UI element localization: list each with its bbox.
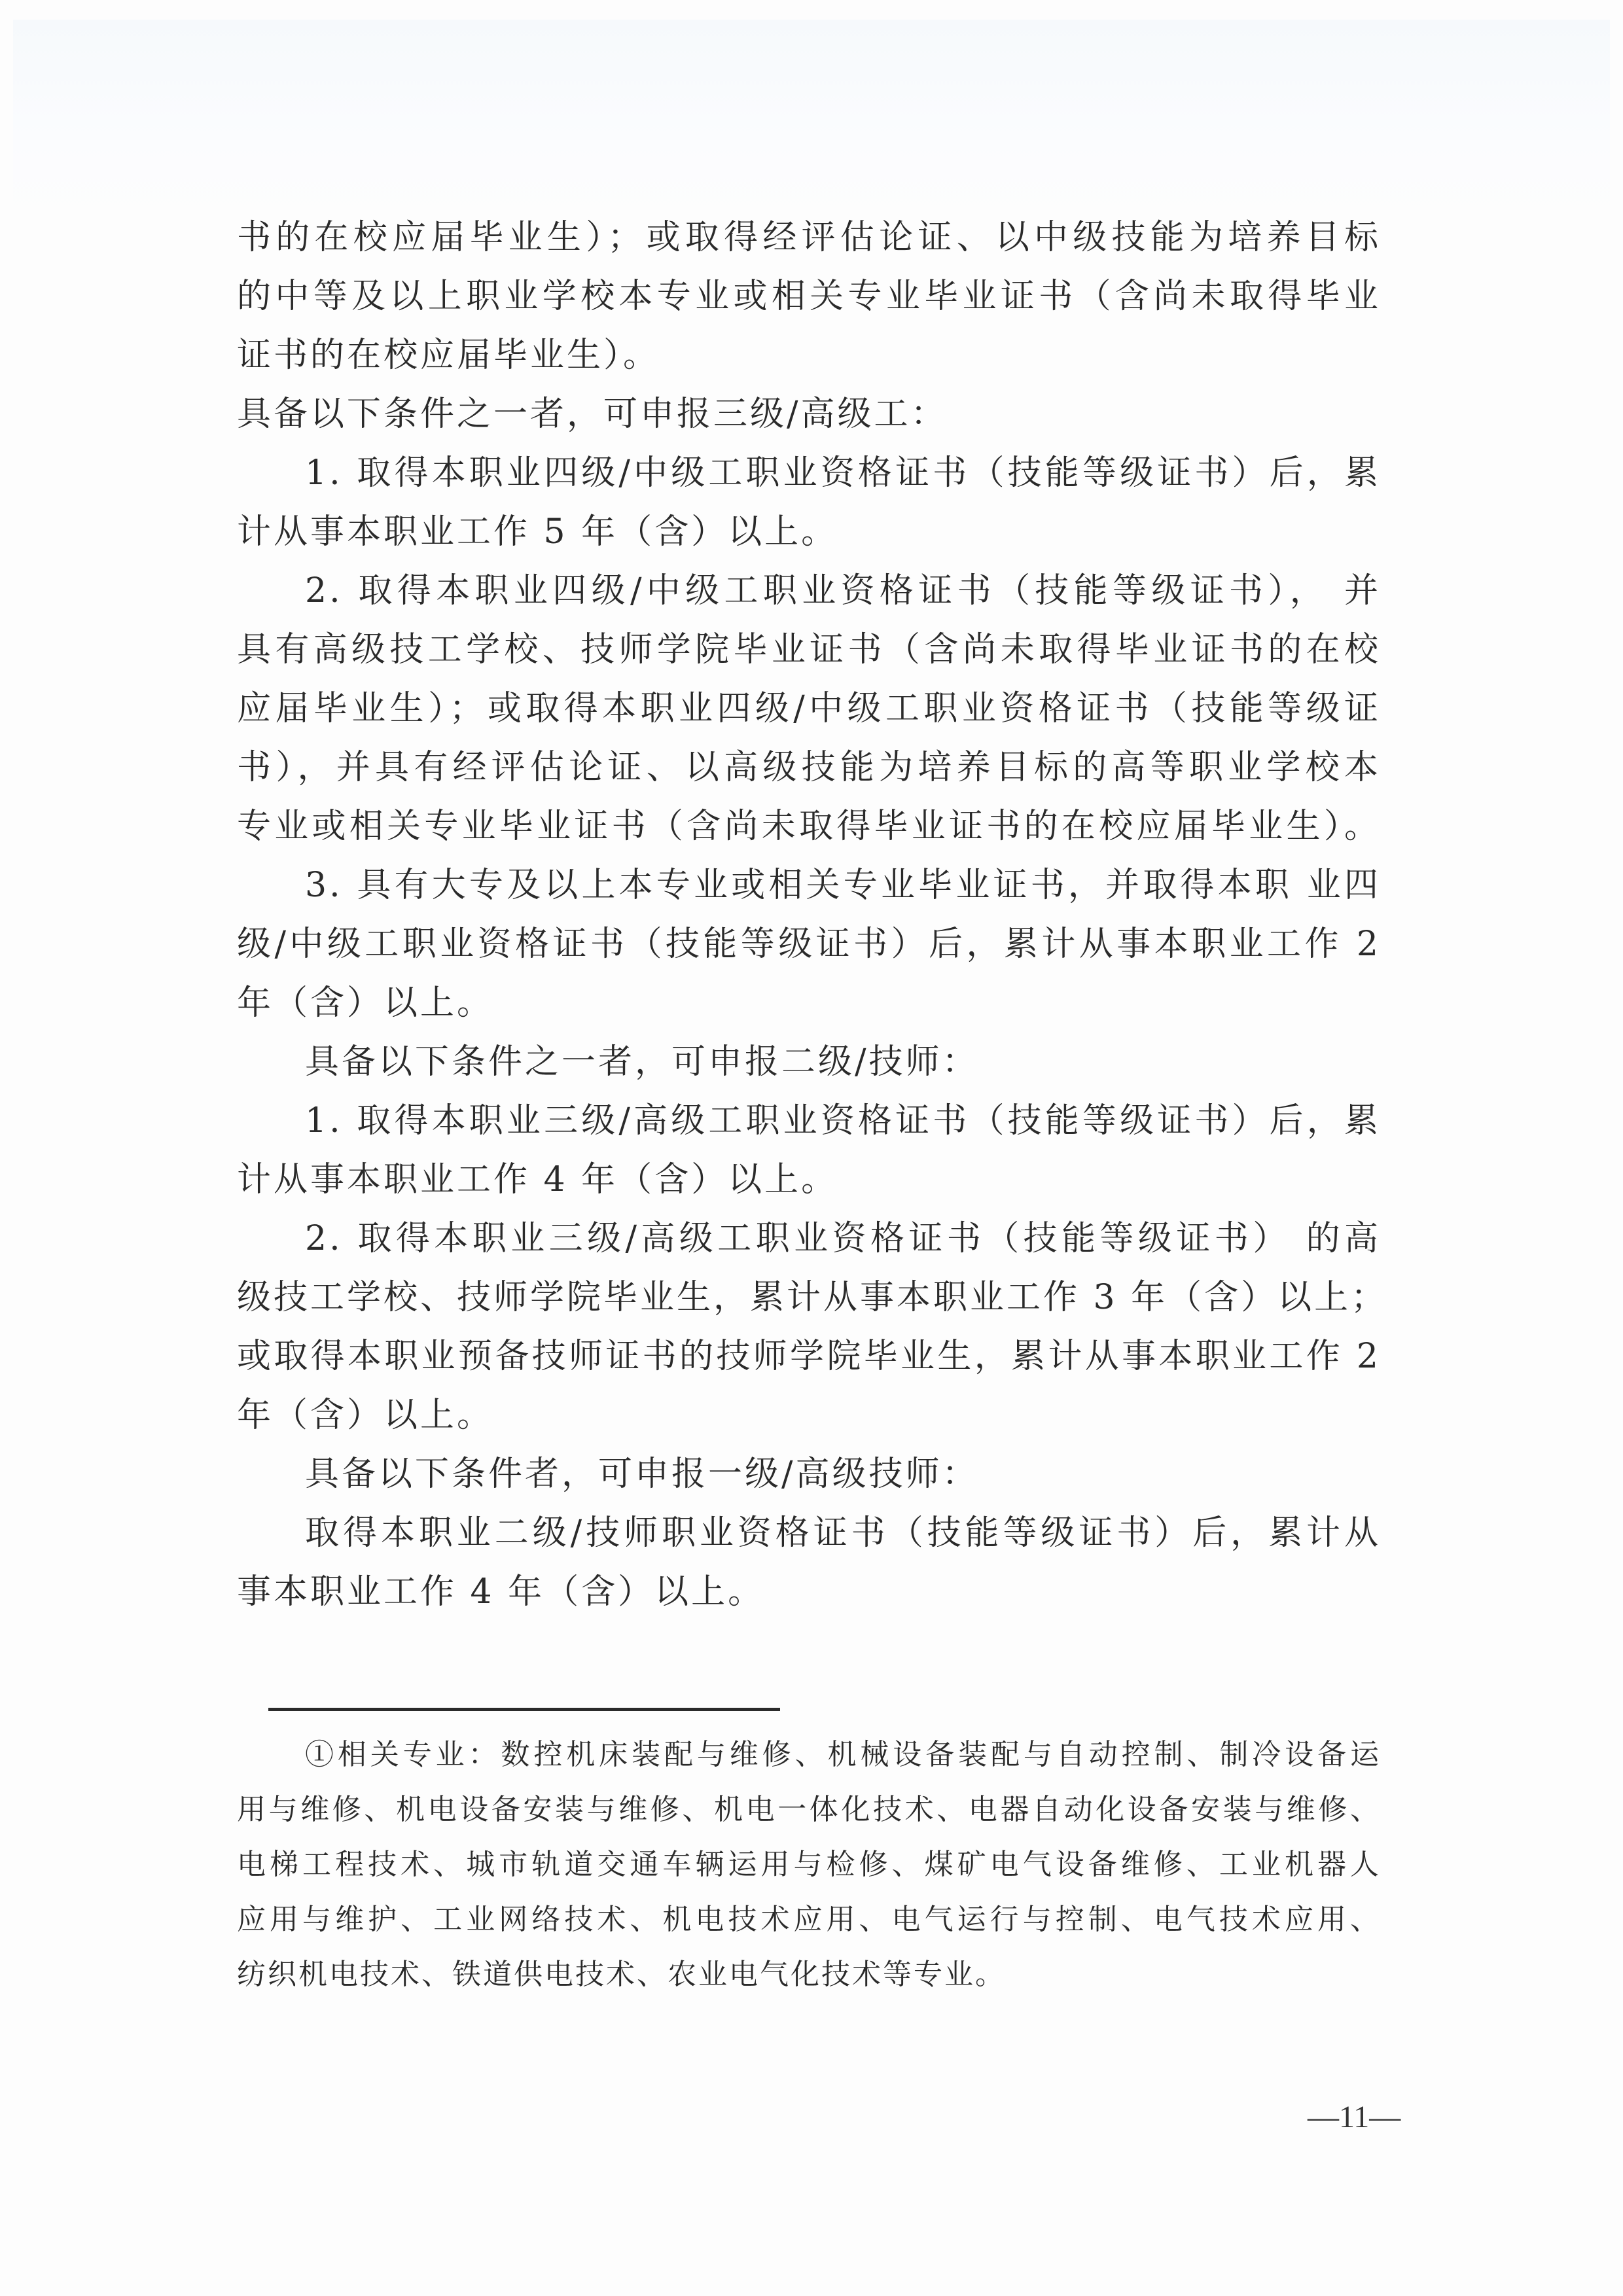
body-line: 事本职业工作 4 年（含）以上。 — [237, 1572, 765, 1612]
body-line: 取得本职业二级/技师职业资格证书（技能等级证书）后，累计从 — [305, 1513, 1381, 1553]
body-line: 级/中级工职业资格证书（技能等级证书）后，累计从事本职业工作 2 — [237, 925, 1381, 964]
body-line: 年（含）以上。 — [237, 983, 494, 1023]
body-line: 书的在校应届毕业生）；或取得经评估论证、以中级技能为培养目标 — [237, 218, 1381, 257]
footnote-line: 用与维修、机电设备安装与维修、机电一体化技术、电器自动化设备安装与维修、 — [237, 1793, 1381, 1826]
body-line: 或取得本职业预备技师证书的技师学院毕业生，累计从事本职业工作 2 — [237, 1337, 1381, 1376]
footnote-separator — [268, 1708, 780, 1711]
section-heading-level1: 具备以下条件者，可申报一级/高级技师： — [305, 1455, 979, 1494]
footnote-line: ①相关专业：数控机床装配与维修、机械设备装配与自动控制、制冷设备运 — [305, 1738, 1381, 1771]
body-line: 专业或相关专业毕业证书（含尚未取得毕业证书的在校应届毕业生）。 — [237, 807, 1381, 846]
footnote-line: 应用与维护、工业网络技术、机电技术应用、电气运行与控制、电气技术应用、 — [237, 1903, 1381, 1936]
section-heading-level2: 具备以下条件之一者，可申报二级/技师： — [305, 1042, 979, 1082]
body-line: 书），并具有经评估论证、以高级技能为培养目标的高等职业学校本 — [237, 748, 1381, 787]
scan-background-band — [13, 20, 1610, 216]
body-line: 的中等及以上职业学校本专业或相关专业毕业证书（含尚未取得毕业 — [237, 277, 1381, 316]
body-line: 1. 取得本职业三级/高级工职业资格证书（技能等级证书）后，累 — [305, 1101, 1381, 1140]
body-line: 2. 取得本职业三级/高级工职业资格证书（技能等级证书） 的高 — [305, 1219, 1381, 1258]
body-line: 应届毕业生）；或取得本职业四级/中级工职业资格证书（技能等级证 — [237, 689, 1381, 728]
footnote-line: 电梯工程技术、城市轨道交通车辆运用与检修、煤矿电气设备维修、工业机器人 — [237, 1848, 1381, 1881]
footnote-line: 纺织机电技术、铁道供电技术、农业电气化技术等专业。 — [237, 1958, 1006, 1991]
body-line: 2. 取得本职业四级/中级工职业资格证书（技能等级证书）， 并 — [305, 571, 1381, 610]
body-line: 具有高级技工学校、技师学院毕业证书（含尚未取得毕业证书的在校 — [237, 630, 1381, 669]
document-body — [237, 208, 1388, 1621]
page-number: —11— — [1308, 2100, 1401, 2134]
body-line: 计从事本职业工作 5 年（含）以上。 — [237, 512, 838, 552]
body-line: 证书的在校应届毕业生）。 — [237, 336, 660, 375]
body-line: 计从事本职业工作 4 年（含）以上。 — [237, 1160, 838, 1199]
body-line: 级技工学校、技师学院毕业生，累计从事本职业工作 3 年（含）以上； — [237, 1278, 1388, 1317]
section-heading-level3: 具备以下条件之一者，可申报三级/高级工： — [237, 395, 948, 434]
footnote-block — [237, 1727, 1381, 2002]
body-line: 3. 具有大专及以上本专业或相关专业毕业证书，并取得本职 业四 — [305, 866, 1381, 905]
body-line: 1. 取得本职业四级/中级工职业资格证书（技能等级证书）后，累 — [305, 453, 1381, 493]
body-line: 年（含）以上。 — [237, 1396, 494, 1435]
